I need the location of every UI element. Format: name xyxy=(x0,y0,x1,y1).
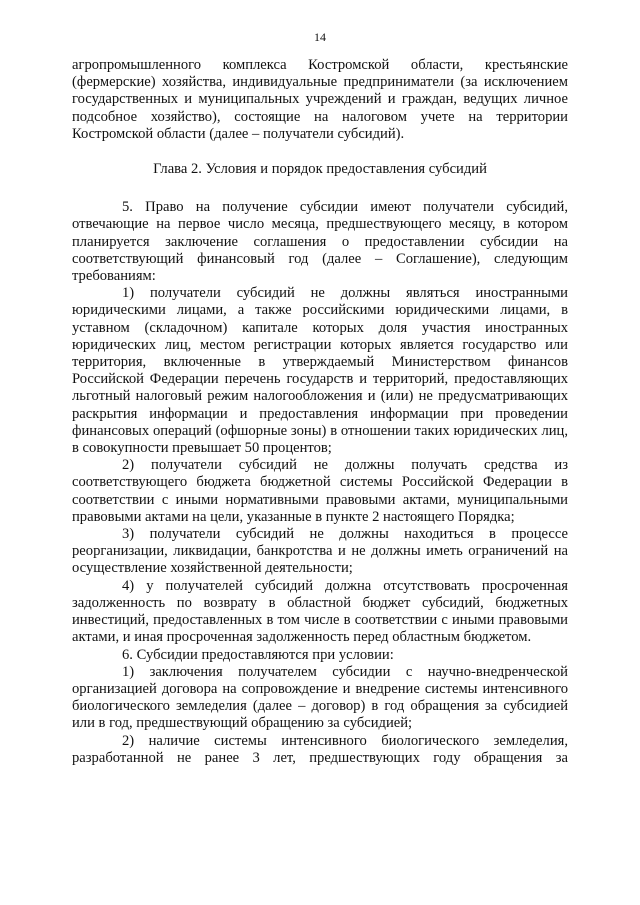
paragraph-requirement-2: 2) получатели субсидий не должны получать средства из соответствующего бюджета бюджетной системы Российской Федерации в соответствии с иными нормативными правовыми актами, муниципальными правовыми актами на цели, указанные в пункте 2 настоящего Порядка; xyxy=(72,457,568,525)
paragraph-item-6: 6. Субсидии предоставляются при условии: xyxy=(122,646,394,663)
paragraph-condition-1: 1) заключения получателем субсидии с научно-внедренческой организацией договора на сопровождение и внедрение системы интенсивного биологического земледелия (далее – договор) в год обращения за субсидией или в год, предшествующий обращению за субсидией; xyxy=(72,663,568,732)
paragraph-requirement-4: 4) у получателей субсидий должна отсутствовать просроченная задолженность по возврату в областной бюджет субсидий, бюджетных инвестиций, предоставленных в том числе в соответствии с иными правовыми актами, и иная просроченная задолженность перед областным бюджетом. xyxy=(72,577,568,646)
chapter-heading: Глава 2. Условия и порядок предоставления субсидий xyxy=(153,161,487,178)
paragraph-requirement-3: 3) получатели субсидий не должны находиться в процессе реорганизации, ликвидации, банкротства и не должны иметь ограничений на осуществление хозяйственной деятельности; xyxy=(72,526,568,577)
paragraph-recipients-definition: агропромышленного комплекса Костромской области, крестьянские (фермерские) хозяйства, индивидуальные предприниматели (за исключением государственных и муниципальных учреждений и граждан, ведущих личное подсобное хозяйство), состоящие на налоговом учете на территории Костромской области (далее – получатели субсидий). xyxy=(72,57,568,142)
paragraph-item-5: 5. Право на получение субсидии имеют получатели субсидий, отвечающие на первое число месяца, предшествующего месяцу, в котором планируется заключение соглашения о предоставлении субсидии на соответствующий финансовый год (далее – Соглашение), следующим требованиям: xyxy=(72,199,568,285)
paragraph-requirement-1: 1) получатели субсидий не должны являться иностранными юридическими лицами, а также российскими юридическими лицами, в уставном (складочном) капитале которых доля участия иностранных юридических лиц, местом регистрации которых является государство или территория, включенные в утверждаемый Министерством финансов Российской Федерации перечень государств и территорий, предоставляющих льготный налоговый режим налогообложения и (или) не предусматривающих раскрытия информации и предоставления информации при проведении финансовых операций (офшорные зоны) в отношении таких юридических лиц, в совокупности превышает 50 процентов; xyxy=(72,285,568,457)
paragraph-condition-2: 2) наличие системы интенсивного биологического земледелия, разработанной не ранее 3 лет, предшествующих году обращения за xyxy=(72,732,568,766)
page-number: 14 xyxy=(314,30,326,44)
